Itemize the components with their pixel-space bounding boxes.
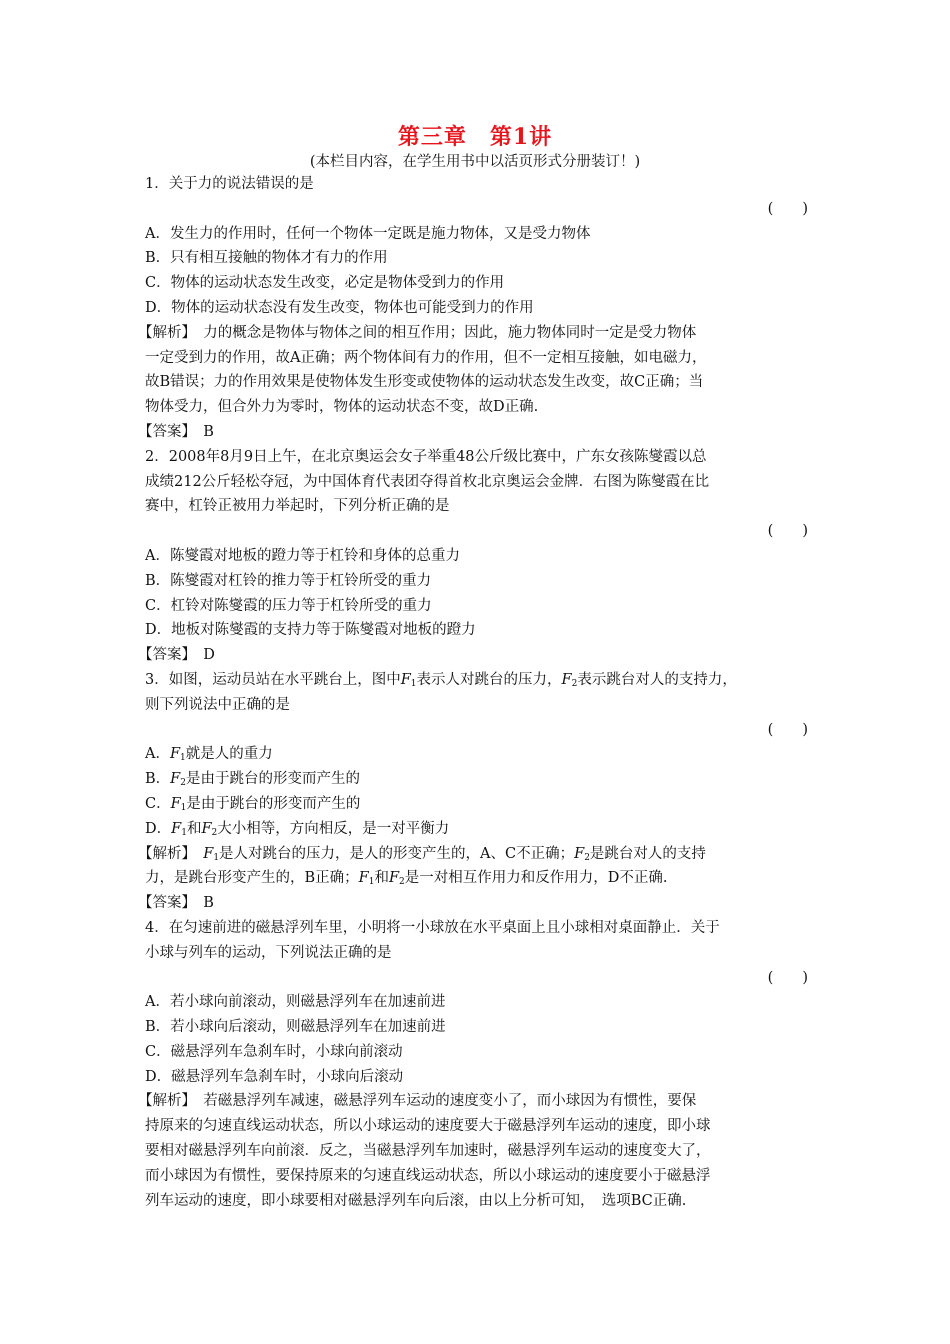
analysis-label: 【解析】	[138, 845, 189, 862]
q4-answer-bracket: ( )	[767, 969, 808, 986]
q1-analysis-line-1	[138, 321, 810, 346]
q4-option-d: D．磁悬浮列车急刹车时，小球向后滚动	[145, 1068, 404, 1085]
q2-stem-line-2: 成绩212公斤轻松夺冠，为中国体育代表团夺得首枚北京奥运会金牌．右图为陈燮霞在比	[145, 473, 710, 490]
page-subtitle: (本栏目内容，在学生用书中以活页形式分册装订！)	[309, 154, 641, 170]
question-content	[138, 172, 810, 1213]
q3-answer-bracket: ( )	[767, 721, 808, 738]
q1-analysis-line-3: 故B错误；力的作用效果是使物体发生形变或使物体的运动状态发生改变，故C正确；当	[145, 374, 704, 391]
q3-analysis-line-2: 力，是跳台形变产生的，B正确；$F_1$和$F_2$是一对相互作用力和反作用力，D不正确.	[145, 870, 668, 888]
q1-stem: 1．关于力的说法错误的是	[145, 176, 314, 192]
q4-analysis-line-4: 而小球因为有惯性，要保持原来的匀速直线运动状态，所以小球运动的速度要小于磁悬浮	[145, 1167, 711, 1184]
q4-analysis-line-3: 要相对磁悬浮列车向前滚．反之，当磁悬浮列车加速时，磁悬浮列车运动的速度变大了，	[145, 1143, 711, 1160]
q2-option-d: D．地板对陈燮霞的支持力等于陈燮霞对地板的蹬力	[145, 622, 476, 639]
q4-analysis-line-5: 列车运动的速度，即小球要相对磁悬浮列车向后滚，由以上分析可知， 选项BC正确.	[145, 1192, 687, 1209]
analysis-label: 【解析】	[138, 1093, 189, 1110]
q3-stem-line-2: 则下列说法中正确的是	[145, 696, 290, 713]
q3-option-a: A．$F_1$就是人的重力	[145, 746, 273, 764]
q3-answer-line	[138, 891, 810, 916]
q3-option-d: D．$F_1$和$F_2$大小相等，方向相反，是一对平衡力	[145, 820, 450, 838]
q3-stem-line-1: 3．如图，运动员站在水平跳台上，图中$F_1$表示人对跳台的压力，$F_2$表示跳台对人的支持力，	[145, 671, 737, 689]
q2-option-a: A．陈燮霞对地板的蹬力等于杠铃和身体的总重力	[145, 547, 460, 564]
q1-option-d: D．物体的运动状态没有发生改变，物体也可能受到力的作用	[145, 299, 534, 316]
q1-analysis-line-4: 物体受力，但合外力为零时，物体的运动状态不变，故D正确.	[145, 399, 539, 416]
q4-stem-line-1: 4．在匀速前进的磁悬浮列车里，小明将一小球放在水平桌面上且小球相对桌面静止．关于	[145, 919, 720, 936]
q4-option-c: C．磁悬浮列车急刹车时，小球向前滚动	[145, 1043, 403, 1060]
q2-answer: D	[203, 647, 215, 664]
q3-answer: B	[203, 895, 214, 912]
q1-answer-line	[138, 420, 810, 445]
page-title: 第三章 第1讲	[397, 124, 553, 150]
q4-analysis-text-1: 若磁悬浮列车减速，磁悬浮列车运动的速度变小了，而小球因为有惯性，要保	[203, 1093, 697, 1110]
q4-option-a: A．若小球向前滚动，则磁悬浮列车在加速前进	[145, 994, 446, 1011]
q2-stem-line-1: 2．2008年8月9日上午，在北京奥运会女子举重48公斤级比赛中，广东女孩陈燮霞以总	[145, 448, 707, 465]
q1-answer-bracket: ( )	[767, 200, 808, 217]
q1-option-b: B．只有相互接触的物体才有力的作用	[145, 250, 388, 267]
q2-answer-bracket: ( )	[767, 523, 808, 540]
q2-option-c: C．杠铃对陈燮霞的压力等于杠铃所受的重力	[145, 597, 432, 614]
q1-option-a: A．发生力的作用时，任何一个物体一定既是施力物体，又是受力物体	[145, 225, 591, 242]
q2-option-b: B．陈燮霞对杠铃的推力等于杠铃所受的重力	[145, 572, 432, 589]
q2-answer-line	[138, 643, 810, 668]
q1-option-c: C．物体的运动状态发生改变，必定是物体受到力的作用	[145, 275, 505, 292]
q4-analysis-line-2: 持原来的匀速直线运动状态，所以小球运动的速度要大于磁悬浮列车运动的速度，即小球	[145, 1118, 711, 1135]
q1-analysis-line-2: 一定受到力的作用，故A正确；两个物体间有力的作用，但不一定相互接触，如电磁力，	[145, 349, 707, 366]
answer-label: 【答案】	[138, 895, 189, 912]
q4-analysis-line-1	[138, 1089, 810, 1114]
q1-answer: B	[203, 423, 214, 440]
q1-analysis-text-1: 力的概念是物体与物体之间的相互作用；因此，施力物体同时一定是受力物体	[203, 324, 697, 341]
q2-stem-line-3: 赛中，杠铃正被用力举起时，下列分析正确的是	[145, 498, 450, 515]
q3-analysis-line-1: 【解析】 $F_1$是人对跳台的压力，是人的形变产生的，A、C不正确；$F_2$是跳台对人的支持	[138, 845, 706, 863]
q4-stem-line-2: 小球与列车的运动，下列说法正确的是	[145, 944, 392, 961]
answer-label: 【答案】	[138, 423, 189, 440]
q3-option-c: C．$F_1$是由于跳台的形变而产生的	[145, 795, 361, 813]
q4-option-b: B．若小球向后滚动，则磁悬浮列车在加速前进	[145, 1019, 446, 1036]
q3-option-b: B．$F_2$是由于跳台的形变而产生的	[145, 771, 360, 789]
analysis-label: 【解析】	[138, 324, 189, 341]
answer-label: 【答案】	[138, 647, 189, 664]
